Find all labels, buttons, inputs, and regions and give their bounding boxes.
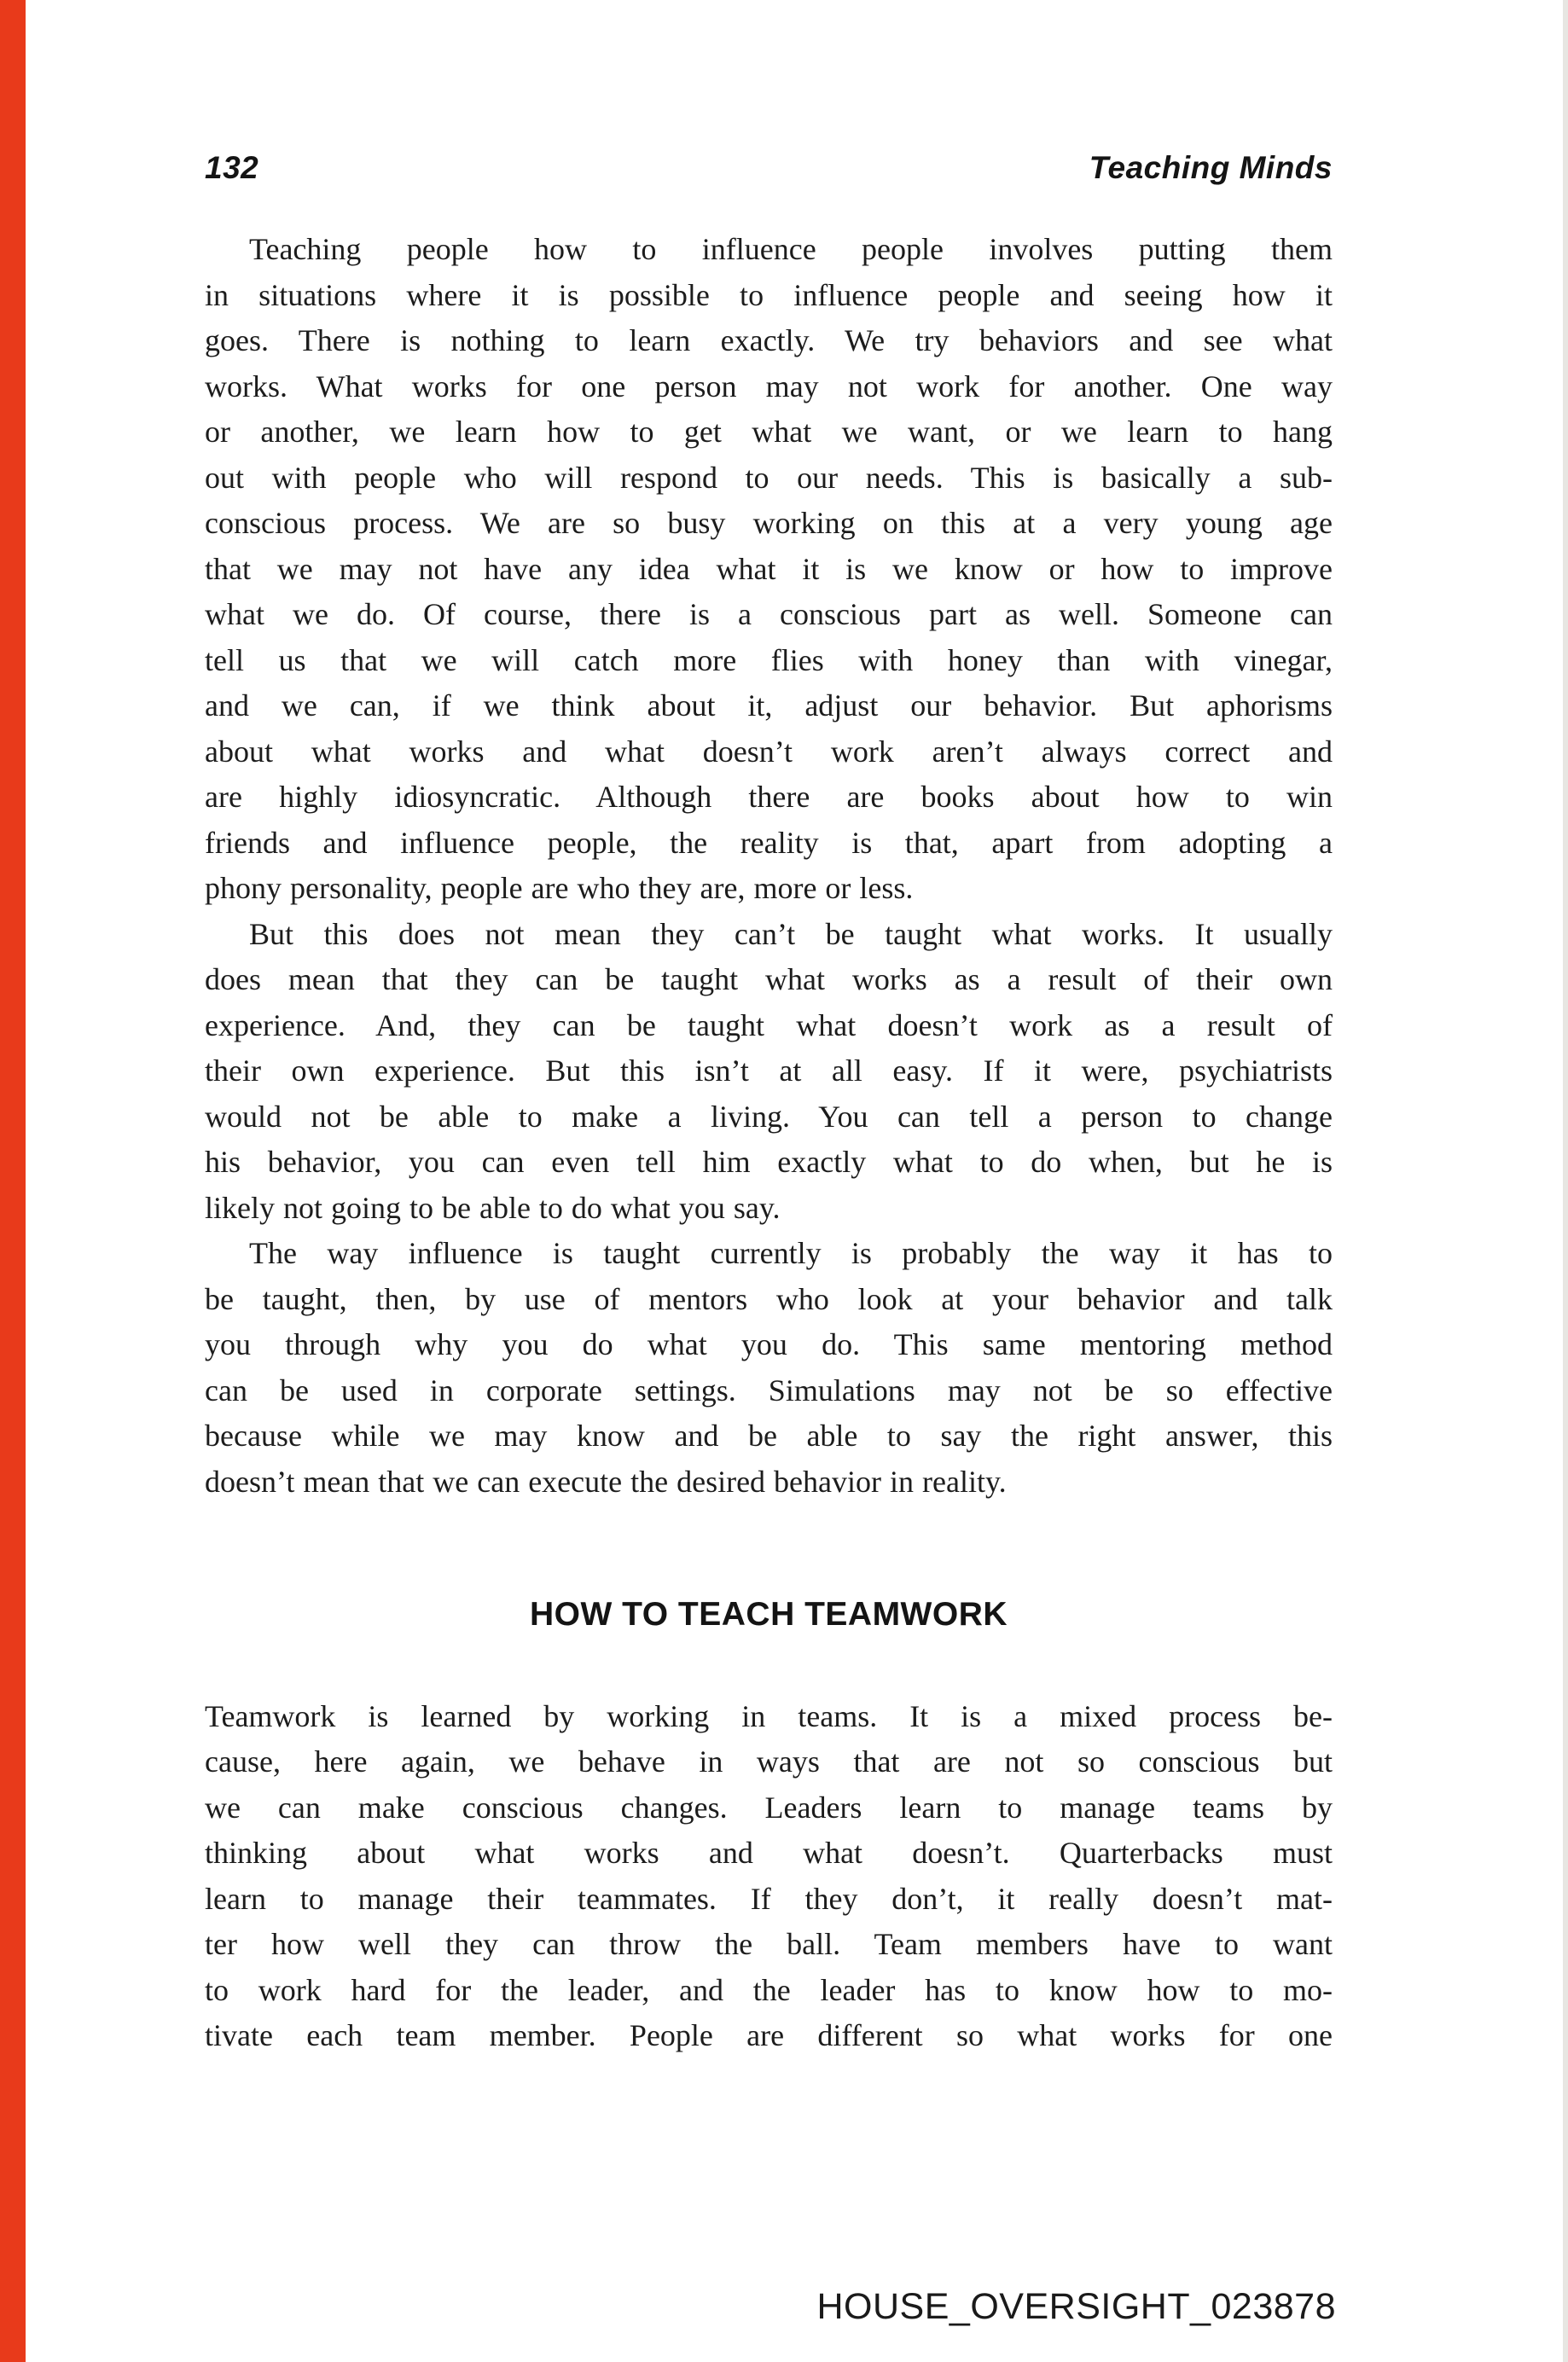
text-line: and we can, if we think about it, adjust our behavior. But aphorisms (205, 688, 1333, 723)
text-line: tivate each team member. People are different so what works for one (205, 2018, 1333, 2052)
scan-edge-strip-right (1563, 0, 1568, 2362)
text-line: his behavior, you can even tell him exactly what to do when, but he is (205, 1145, 1333, 1179)
body-paragraph (205, 1694, 1333, 2059)
text-line: about what works and what doesn’t work aren’t always correct and (205, 734, 1333, 769)
page-body (205, 227, 1333, 2059)
text-line: be taught, then, by use of mentors who look at your behavior and talk (205, 1281, 1333, 1316)
running-head-title: Teaching Minds (1089, 150, 1333, 185)
text-line: doesn’t mean that we can execute the desired behavior in reality. (205, 1464, 1007, 1499)
text-line: out with people who will respond to our needs. This is basically a sub- (205, 460, 1333, 495)
text-line: The way influence is taught currently is probably the way it has to (249, 1236, 1333, 1270)
text-line: phony personality, people are who they are, more or less. (205, 871, 914, 905)
text-line: we can make conscious changes. Leaders learn to manage teams by (205, 1790, 1333, 1825)
text-line: tell us that we will catch more flies with honey than with vinegar, (205, 642, 1333, 677)
text-line: cause, here again, we behave in ways that are not so conscious but (205, 1744, 1333, 1779)
bates-stamp: HOUSE_OVERSIGHT_023878 (816, 2286, 1336, 2327)
text-line: likely not going to be able to do what you say. (205, 1190, 781, 1225)
text-line: friends and influence people, the reality is that, apart from adopting a (205, 825, 1333, 860)
page-header (205, 150, 1333, 186)
text-line: can be used in corporate settings. Simulations may not be so effective (205, 1373, 1333, 1407)
text-line: because while we may know and be able to say the right answer, this (205, 1419, 1333, 1453)
text-line: what we do. Of course, there is a conscious part as well. Someone can (205, 597, 1333, 631)
section-heading: HOW TO TEACH TEAMWORK (529, 1596, 1008, 1633)
scan-edge-strip-left (0, 0, 26, 2362)
text-line: ter how well they can throw the ball. Team members have to want (205, 1927, 1333, 1961)
text-line: to work hard for the leader, and the leader has to know how to mo- (205, 1972, 1333, 2007)
text-line: thinking about what works and what doesn’t. Quarterbacks must (205, 1836, 1333, 1870)
text-line: conscious process. We are so busy working on this at a very young age (205, 506, 1333, 540)
text-line: does mean that they can be taught what works as a result of their own (205, 962, 1333, 996)
text-line: Teaching people how to influence people involves putting them (249, 232, 1333, 266)
text-line: goes. There is nothing to learn exactly. We try behaviors and see what (205, 323, 1333, 357)
text-line: that we may not have any idea what it is we know or how to improve (205, 551, 1333, 586)
body-paragraph (205, 912, 1333, 1232)
text-line: works. What works for one person may not work for another. One way (205, 369, 1333, 403)
text-line: would not be able to make a living. You can tell a person to change (205, 1099, 1333, 1134)
text-line: or another, we learn how to get what we want, or we learn to hang (205, 415, 1333, 449)
text-line: you through why you do what you do. This same mentoring method (205, 1327, 1333, 1361)
page-number: 132 (205, 150, 259, 185)
text-line: Teamwork is learned by working in teams. It is a mixed process be- (205, 1698, 1333, 1733)
text-line: are highly idiosyncratic. Although there are books about how to win (205, 780, 1333, 814)
text-line: their own experience. But this isn’t at all easy. If it were, psychiatrists (205, 1053, 1333, 1088)
text-line: learn to manage their teammates. If they don’t, it really doesn’t mat- (205, 1881, 1333, 1916)
body-paragraph (205, 1231, 1333, 1505)
text-line: experience. And, they can be taught what doesn’t work as a result of (205, 1007, 1333, 1042)
body-paragraph (205, 227, 1333, 912)
text-line: But this does not mean they can’t be taught what works. It usually (249, 916, 1333, 951)
text-line: in situations where it is possible to influence people and seeing how it (205, 277, 1333, 312)
